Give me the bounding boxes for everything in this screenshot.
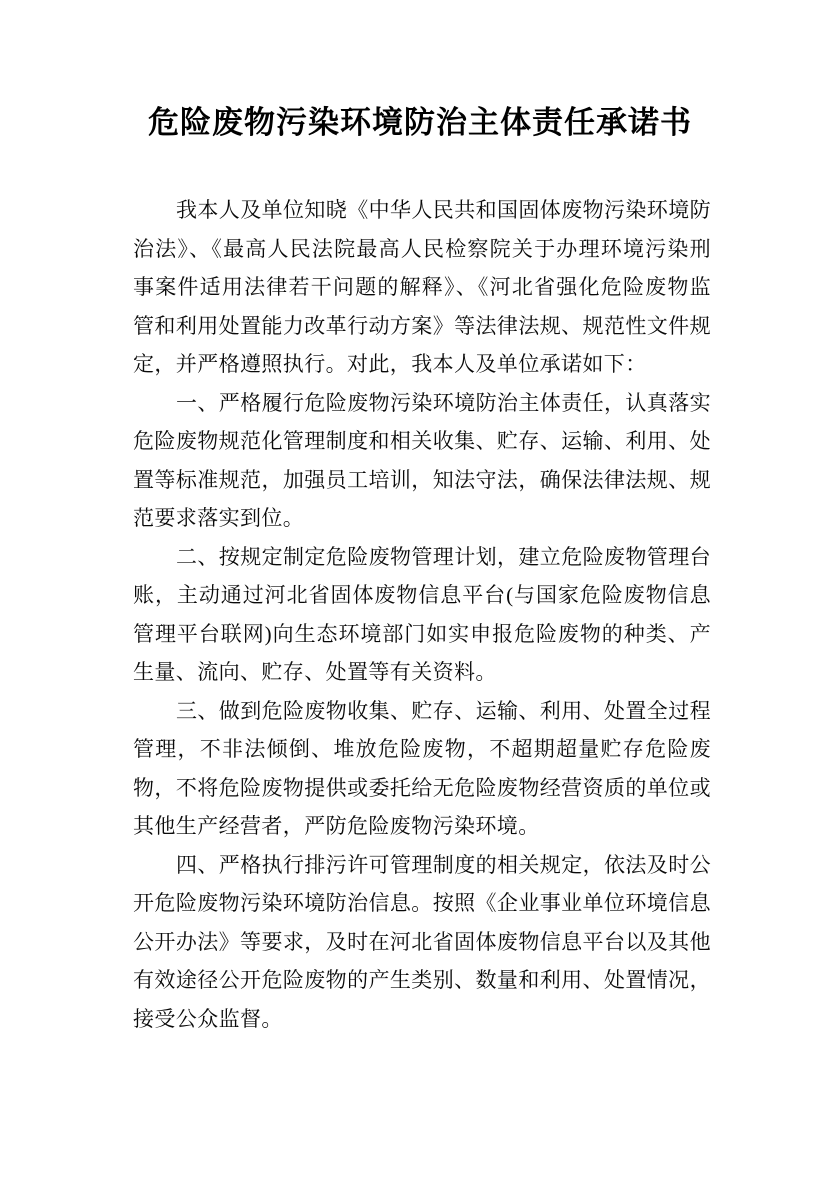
document-body xyxy=(133,191,711,1038)
paragraph-item-4: 四、严格执行排污许可管理制度的相关规定，依法及时公开危险废物污染环境防治信息。按照《企业事业单位环境信息公开办法》等要求，及时在河北省固体废物信息平台以及其他有效途径公开危险废物的产生类别、数量和利用、处置情况，接受公众监督。 xyxy=(133,852,711,1031)
paragraph-item-1: 一、严格履行危险废物污染环境防治主体责任，认真落实危险废物规范化管理制度和相关收集、贮存、运输、利用、处置等标准规范，加强员工培训，知法守法，确保法律法规、规范要求落实到位。 xyxy=(133,390,711,530)
paragraph-item-2: 二、按规定制定危险废物管理计划，建立危险废物管理台账，主动通过河北省固体废物信息平台(与国家危险废物信息管理平台联网)向生态环境部门如实申报危险废物的种类、产生量、流向、贮存、处置等有关资料。 xyxy=(133,544,711,684)
paragraph-intro: 我本人及单位知晓《中华人民共和国固体废物污染环境防治法》、《最高人民法院最高人民检察院关于办理环境污染刑事案件适用法律若干问题的解释》、《河北省强化危险废物监管和利用处置能力改革行动方案》等法律法规、规范性文件规定，并严格遵照执行。对此，我本人及单位承诺如下： xyxy=(133,198,711,376)
paragraph-item-3: 三、做到危险废物收集、贮存、运输、利用、处置全过程管理，不非法倾倒、堆放危险废物，不超期超量贮存危险废物，不将危险废物提供或委托给无危险废物经营资质的单位或其他生产经营者，严防危险废物污染环境。 xyxy=(133,698,711,838)
document-title: 危险废物污染环境防治主体责任承诺书 xyxy=(148,105,692,140)
